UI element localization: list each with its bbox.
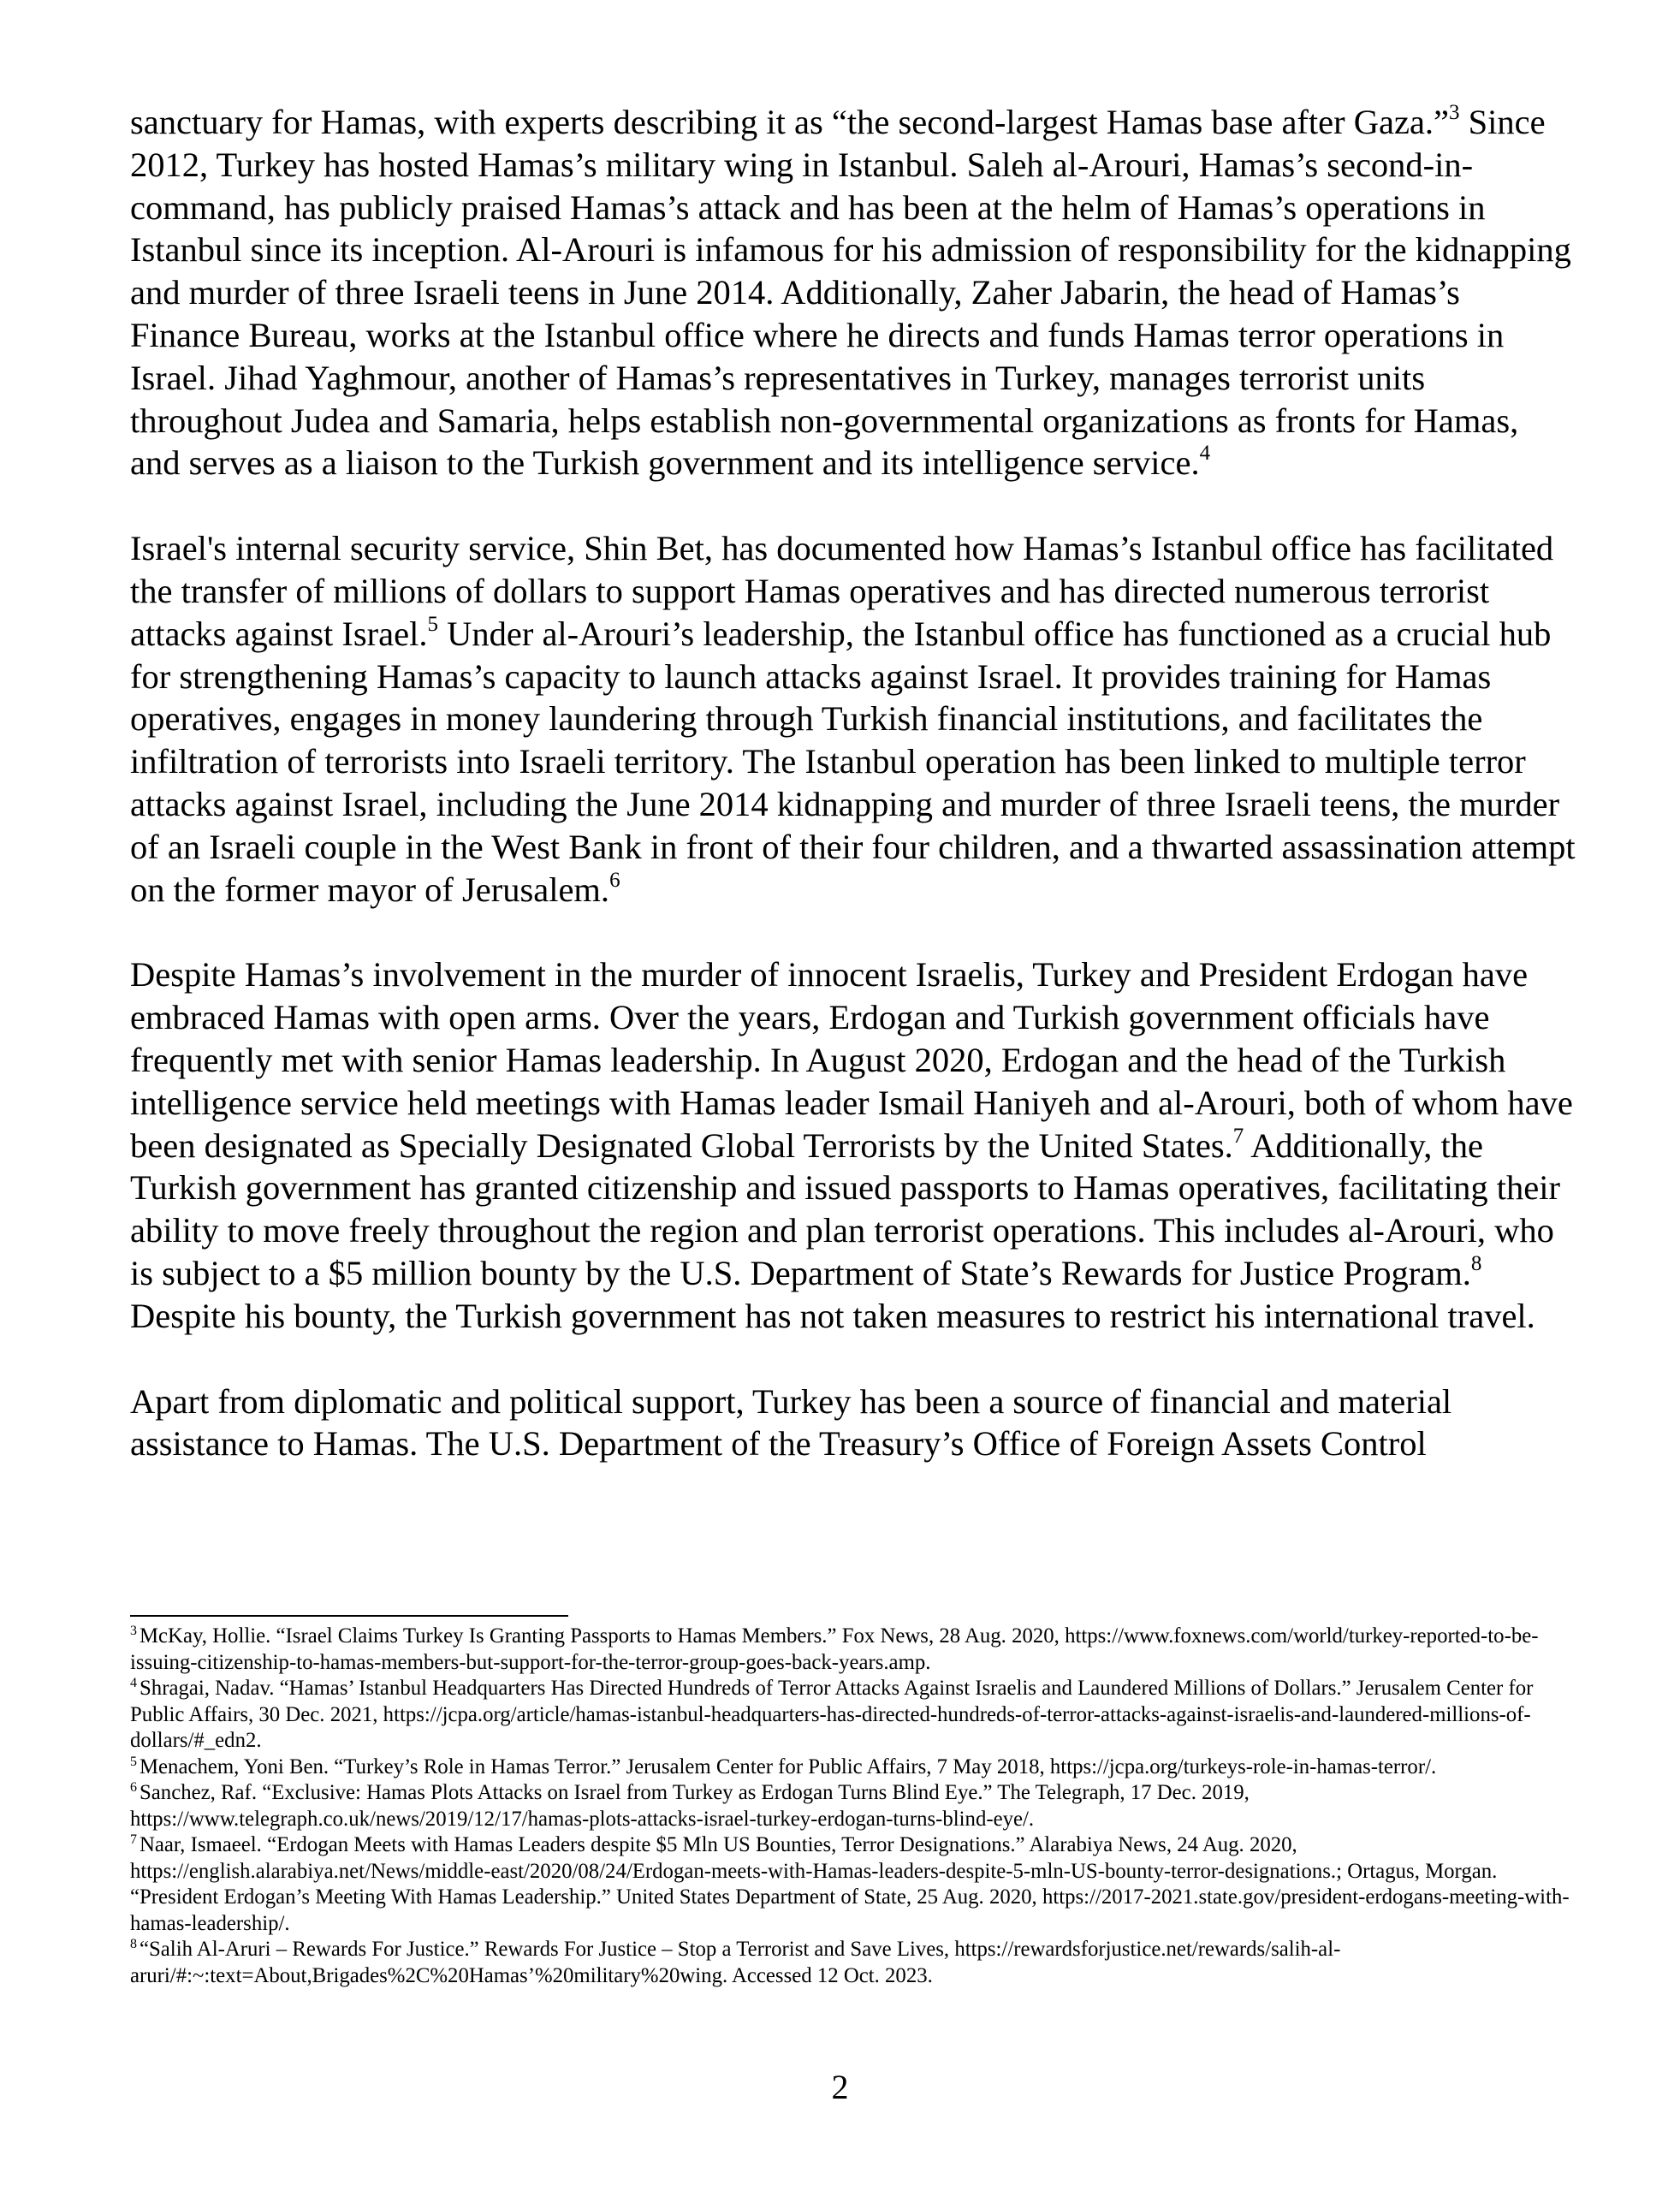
footnote-separator <box>130 1615 568 1617</box>
paragraph-text: Under al-Arouri’s leadership, the Istanbul office has functioned as a crucial hub for strengthening Hamas’s capacity to launch attacks against Israel. It provides training for Hamas operatives, engages in money laundering through Turkish financial institutions, and facilitates the infiltration of terrorists into Israeli territory. The Istanbul operation has been linked to multiple terror attacks against Israel, including the June 2014 kidnapping and murder of three Israeli teens, the murder of an Israeli couple in the West Bank in front of their four children, and a thwarted assassination attempt on the former mayor of Jerusalem. <box>130 614 1576 909</box>
body-paragraph <box>130 1381 1576 1466</box>
paragraph-text: Apart from diplomatic and political support, Turkey has been a source of financial and material assistance to Hamas. The U.S. Department of the Treasury’s Office of Foreign Assets Control <box>130 1381 1452 1464</box>
footnote-reference: 5 <box>427 612 438 636</box>
footnote <box>130 1937 1576 1989</box>
body-text <box>130 101 1576 1508</box>
footnote-number: 4 <box>130 1676 137 1690</box>
footnote-text: “Salih Al-Aruri – Rewards For Justice.” Rewards For Justice – Stop a Terrorist and Save Lives, https://rewardsforjustice.net/rewards/salih-al-aruri/#:~:text=About,Brigades%2C%20Hamas’%20military%20wing. Accessed 12 Oct. 2023. <box>130 1938 1341 1987</box>
footnotes <box>130 1624 1576 1989</box>
footnote-text: Menachem, Yoni Ben. “Turkey’s Role in Hamas Terror.” Jerusalem Center for Public Affairs, 7 May 2018, https://jcpa.org/turkeys-role-in-hamas-terror/. <box>140 1755 1437 1778</box>
footnote-reference: 6 <box>609 868 620 892</box>
footnote-reference: 4 <box>1199 442 1211 466</box>
body-paragraph <box>130 101 1576 484</box>
footnote-text: Sanchez, Raf. “Exclusive: Hamas Plots Attacks on Israel from Turkey as Erdogan Turns Blind Eye.” The Telegraph, 17 Dec. 2019, https://www.telegraph.co.uk/news/2019/12/17/hamas-plots-attacks-israel-turkey-erdogan-turns-blind-eye/. <box>130 1781 1250 1831</box>
footnote <box>130 1755 1576 1781</box>
body-paragraph <box>130 527 1576 911</box>
footnote-text: Naar, Ismaeel. “Erdogan Meets with Hamas Leaders despite $5 Mln US Bounties, Terror Designations.” Alarabiya News, 24 Aug. 2020, https://english.alarabiya.net/News/middle-east/2020/08/24/Erdogan-meets-with-Hamas-leaders-despite-5-mln-US-bounty-terror-designations.; Ortagus, Morgan. “President Erdogan’s Meeting With Hamas Leadership.” United States Department of State, 25 Aug. 2020, https://2017-2021.state.gov/president-erdogans-meeting-with-hamas-leadership/. <box>130 1833 1570 1935</box>
paragraph-text: Additionally, the Turkish government has granted citizenship and issued passports to Hamas operatives, facilitating their ability to move freely throughout the region and plan terrorist operations. This includes al-Arouri, who is subject to a $5 million bounty by the U.S. Department of State’s Rewards for Justice Program. <box>130 1125 1561 1292</box>
paragraph-text: Despite Hamas’s involvement in the murder of innocent Israelis, Turkey and President Erdogan have embraced Hamas with open arms. Over the years, Erdogan and Turkish government officials have frequently met with senior Hamas leadership. In August 2020, Erdogan and the head of the Turkish intelligence service held meetings with Hamas leader Ismail Haniyeh and al-Arouri, both of whom have been designated as Specially Designated Global Terrorists by the United States. <box>130 955 1573 1165</box>
footnote-number: 3 <box>130 1624 137 1638</box>
footnote-number: 5 <box>130 1754 137 1769</box>
footnote-reference: 3 <box>1449 101 1460 124</box>
paragraph-text: Israel's internal security service, Shin Bet, has documented how Hamas’s Istanbul office has facilitated the transfer of millions of dollars to support Hamas operatives and has directed numerous terrorist attacks against Israel. <box>130 529 1554 653</box>
footnote-text: McKay, Hollie. “Israel Claims Turkey Is Granting Passports to Hamas Members.” Fox News, 28 Aug. 2020, https://www.foxnews.com/world/turkey-reported-to-be-issuing-citizenship-to-hamas-members-but-support-for-the-terror-group-goes-back-years.amp. <box>130 1624 1539 1674</box>
footnote <box>130 1832 1576 1937</box>
body-paragraph <box>130 953 1576 1337</box>
footnote <box>130 1780 1576 1832</box>
footnote-number: 7 <box>130 1832 137 1847</box>
footnote-reference: 7 <box>1232 1124 1244 1148</box>
paragraph-text: sanctuary for Hamas, with experts describing it as “the second-largest Hamas base after Gaza.” <box>130 103 1450 141</box>
footnote-number: 6 <box>130 1780 137 1795</box>
footnote <box>130 1624 1576 1676</box>
footnote-text: Shragai, Nadav. “Hamas’ Istanbul Headquarters Has Directed Hundreds of Terror Attacks Against Israelis and Laundered Millions of Dollars.” Jerusalem Center for Public Affairs, 30 Dec. 2021, https://jcpa.org/article/hamas-istanbul-headquarters-has-directed-hundreds-of-terror-attacks-against-israelis-and-laundered-millions-of-dollars/#_edn2. <box>130 1677 1534 1752</box>
paragraph-text: Despite his bounty, the Turkish government has not taken measures to restrict his international travel. <box>130 1296 1535 1335</box>
page-number: 2 <box>831 2068 849 2106</box>
paragraph-text: Since 2012, Turkey has hosted Hamas’s military wing in Istanbul. Saleh al-Arouri, Hamas’s second-in-command, has publicly praised Hamas’s attack and has been at the helm of Hamas’s operations in Istanbul since its inception. Al-Arouri is infamous for his admission of responsibility for the kidnapping and murder of three Israeli teens in June 2014. Additionally, Zaher Jabarin, the head of Hamas’s Finance Bureau, works at the Istanbul office where he directs and funds Hamas terror operations in Israel. Jihad Yaghmour, another of Hamas’s representatives in Turkey, manages terrorist units throughout Judea and Samaria, helps establish non-governmental organizations as fronts for Hamas, and serves as a liaison to the Turkish government and its intelligence service. <box>130 103 1571 483</box>
footnote-number: 8 <box>130 1937 137 1951</box>
footnote <box>130 1676 1576 1755</box>
footnote-reference: 8 <box>1470 1251 1482 1275</box>
